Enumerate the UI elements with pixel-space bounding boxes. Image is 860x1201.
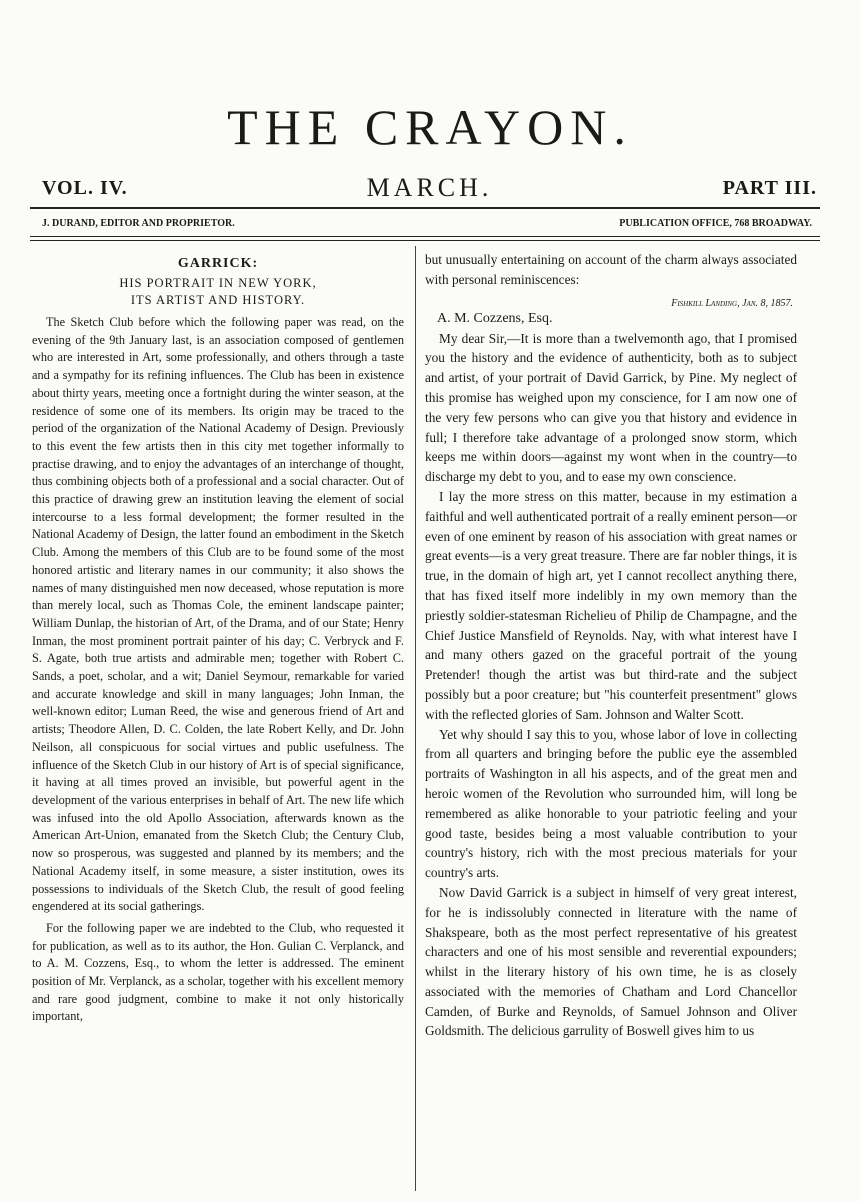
header-rule-double: [30, 240, 820, 241]
letter-dateline: Fishkill Landing, Jan. 8, 1857.: [671, 297, 793, 309]
right-column: [425, 250, 797, 1190]
letter-paragraph-1: My dear Sir,—It is more than a twelvemonth ago, that I promised you the history and the evidence of authenticity, both as to subject and artist, of your portrait of David Garrick, by Pine. My neglect of this promise has weighed upon my conscience, for I am now one of the very few persons who can give you that history and evidence in full; I therefore take advantage of a prolonged snow storm, which keeps me within doors—against my wont when in the country—to discharge my debt to you, and to ease my own conscience.: [425, 330, 797, 485]
publication-office: PUBLICATION OFFICE, 768 BROADWAY.: [619, 218, 812, 229]
letter-paragraph-3: Yet why should I say this to you, whose labor of love in collecting from all quarters and bringing before the public eye the assembled portraits of Washington in all his aspects, and of the great men and heroic women of the Revolution who surrounded him, will long be remembered as alike honorable to your patriotic feeling and your good taste, besides being a most valuable contribution to your country's history, rich with the most precious materials for your country's arts.: [425, 726, 797, 881]
volume-line: [42, 173, 817, 202]
letter-paragraph-4: Now David Garrick is a subject in himself of very great interest, for he is indissolubly connected in literature with the name of Shakspeare, both as the most perfect representative of his greatest characters and one of his most sensible and reverential expounders; whilst in the literary history of his own time, he is as closely associated with the memories of Chatham and Lord Chancellor Camden, of Burke and Reynolds, of Samuel Johnson and Oliver Goldsmith. The delicious garrulity of Boswell gives him to us: [425, 884, 797, 1039]
letter-salutation: A. M. Cozzens, Esq.: [437, 310, 553, 326]
letter-paragraph-2: I lay the more stress on this matter, because in my estimation a faithful and well authenticated portrait of a really eminent person—or even of one eminent by reason of his association with great names or great events—is a very great treasure. There are far nobler things, it is true, in the domain of high art, yet I cannot recollect anything there, that has fixed itself more indelibly in my own memory than the priestly soldier-statesman Richelieu of Philip de Champagne, and the Chief Justice Mansfield of Reynolds. Nay, with what interest have I and many others gazed on the graceful portrait of the young Pretender! though the artist was but third-rate and the subject possibly but a poor creature; but "his counterfeit presentment" glows with the reflected glories of Sam. Johnson and Walter Scott.: [425, 488, 797, 722]
volume-number: VOL. IV.: [42, 177, 128, 199]
header-rule-bottom: [30, 236, 820, 237]
header-rule-top: [30, 207, 820, 209]
column-divider: [415, 246, 416, 1191]
article-subtitle-2: ITS ARTIST AND HISTORY.: [130, 293, 306, 307]
article-subtitle: HIS PORTRAIT IN NEW YORK,: [119, 276, 317, 290]
masthead-title: THE CRAYON.: [227, 99, 633, 155]
editor-credit: J. DURAND, EDITOR AND PROPRIETOR.: [42, 218, 235, 229]
intro-paragraph-1: The Sketch Club before which the following paper was read, on the evening of the 9th January last, is an association composed of gentlemen who are interested in Art, some professionally, and others through a taste and a sympathy for its refining influences. The Club has been in existence about thirty years, meeting once a fortnight during the winter season, at the residence of some one of its members. Its origin may be traced to the period of the organization of the National Academy of Design. Previously to this event the few artists then in this city met together informally to practise drawing, and to enjoy the advantages of an interchange of thought, thus combining objects both of a professional and a social character. Out of this practice of drawing grew an institution leaving the element of social intercourse to a less formal development; the former resulted in the National Academy of Design, the latter found an embodiment in the Sketch Club. Among the members of this Club are to be found some of the most honored artistic and literary names in our community; it also shows the names of many distinguished men now deceased, whose reputation is more than merely local, such as Thomas Cole, the eminent landscape painter; William Dunlap, the historian of Art, of the Drama, and of our State; Henry Inman, the most prominent portrait painter of his day; C. Verbryck and F. S. Agate, both true artists and admirable men; together with Robert C. Sands, a poet, scholar, and a wit; Daniel Seymour, remarkable for varied and accurate knowledge and skill in many languages; John Inman, the well-known editor; Luman Reed, the wise and generous friend of Art and artists; Theodore Allen, D. C. Colden, the late Robert Kelly, and Dr. John Neilson, all conspicuous for social virtues and public usefulness. The influence of the Sketch Club in our history of Art is of special significance, it having at all times proved an invisible, but powerful agent in the development of the various enterprises in behalf of Art. The new life which was infused into the old Apollo Association, afterwards known as the American Art-Union, emanated from the Sketch Club; the Century Club, now so prosperous, was suggested and planned by its members; and the National Academy itself, in some measure, a sister institution, owes its possessions to individuals of the Sketch Club, the result of good feeling engendered at its social gatherings.: [32, 315, 404, 914]
left-column: [32, 250, 404, 1190]
imprint-line: [42, 218, 812, 232]
intro-paragraph-2: For the following paper we are indebted to the Club, who requested it for publication, as well as to its author, the Hon. Gulian C. Verplanck, and to A. M. Cozzens, Esq., to whom the letter is addressed. The eminent position of Mr. Verplanck, as a scholar, together with his excellent memory and rare good judgment, combine to make it not only historically important,: [32, 920, 404, 1024]
issue-month: MARCH.: [366, 173, 493, 202]
article-title: GARRICK:: [177, 256, 259, 271]
continuation-text: but unusually entertaining on account of the charm always associated with personal reminiscences:: [425, 252, 797, 287]
part-number: PART III.: [722, 177, 817, 199]
